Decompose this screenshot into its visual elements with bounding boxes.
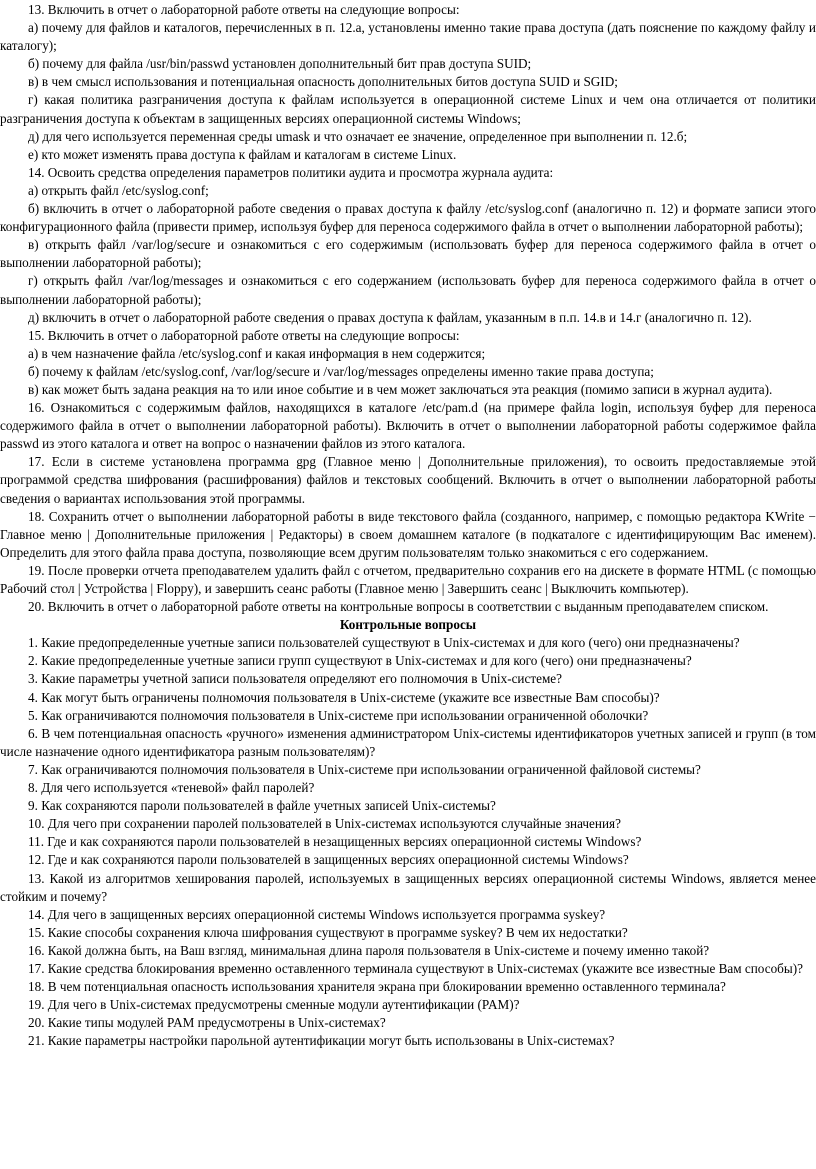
paragraph: 15. Включить в отчет о лабораторной работе ответы на следующие вопросы:: [28, 327, 460, 343]
paragraph: 17. Если в системе установлена программа gpg (Главное меню | Дополнительные приложения), то освоить предоставляемые этой программой средства шифрования (расшифрования) файлов и текстовых сообщений. Включить в отчет о выполнении лабораторной работы сведения о вариантах использования этой программы.: [0, 454, 816, 506]
question-item: 15. Какие способы сохранения ключа шифрования существуют в программе syskey? В чем их недостатки?: [28, 924, 628, 940]
questions-list: [0, 634, 816, 1050]
paragraph: в) в чем смысл использования и потенциальная опасность дополнительных битов доступа SUID и SGID;: [28, 74, 618, 90]
question-item: 12. Где и как сохраняются пароли пользователей в защищенных версиях операционной системы Windows?: [28, 852, 629, 868]
question-item: 3. Какие параметры учетной записи пользователя определяют его полномочия в Unix-системе?: [28, 671, 563, 687]
paragraph: д) включить в отчет о лабораторной работе сведения о правах доступа к файлам, указанным в п.п. 14.в и 14.г (аналогично п. 12).: [28, 309, 752, 325]
paragraph: 16. Ознакомиться с содержимым файлов, находящихся в каталоге /etc/pam.d (на примере файла login, используя буфер для переноса содержимого файла в отчет о выполнении лабораторной работы). Включить в отчет о выполнении лабораторной работы содержимое файла passwd из этого каталога и ответ на вопрос о назначении файлов из этого каталога.: [0, 400, 816, 452]
section-heading: Контрольные вопросы: [339, 617, 477, 633]
paragraph: 18. Сохранить отчет о выполнении лабораторной работы в виде текстового файла (созданного, например, с помощью редактора KWrite − Главное меню | Дополнительные приложения | Редакторы) в своем домашнем каталоге (в подкаталоге с идентифицирующим Вас именем). Определить для этого файла права доступа, позволяющие всем другим пользователям только знакомиться с его содержанием.: [0, 508, 816, 560]
question-item: 13. Какой из алгоритмов хеширования паролей, используемых в защищенных версиях операционной системы Windows, является менее стойким и почему?: [0, 870, 816, 904]
question-item: 21. Какие параметры настройки парольной аутентификации могут быть использованы в Unix-системах?: [28, 1033, 615, 1049]
question-item: 19. Для чего в Unix-системах предусмотрены сменные модули аутентификации (PAM)?: [28, 997, 520, 1013]
question-item: 4. Как могут быть ограничены полномочия пользователя в Unix-системе (укажите все известные Вам способы)?: [28, 689, 660, 705]
question-item: 20. Какие типы модулей PAM предусмотрены в Unix-системах?: [28, 1015, 386, 1031]
paragraph: а) почему для файлов и каталогов, перечисленных в п. 12.а, установлены именно такие права доступа (дать пояснение по каждому файлу и каталогу);: [0, 20, 816, 54]
question-item: 18. В чем потенциальная опасность использования хранителя экрана при блокировании временно оставленного терминала?: [28, 979, 726, 995]
question-item: 10. Для чего при сохранении паролей пользователей в Unix-системах используются случайные значения?: [28, 816, 621, 832]
paragraph: 19. После проверки отчета преподавателем удалить файл с отчетом, предварительно сохранив его на дискете в формате HTML (с помощью Рабочий стол | Устройства | Floppy), и завершить сеанс работы (Главное меню | Завершить сеанс | Выключить компьютер).: [0, 562, 816, 596]
question-item: 5. Как ограничиваются полномочия пользователя в Unix-системе при использовании ограниченной оболочки?: [28, 707, 649, 723]
paragraph: д) для чего используется переменная среды umask и что означает ее значение, определенное при выполнении п. 12.б;: [28, 128, 688, 144]
question-item: 14. Для чего в защищенных версиях операционной системы Windows используется программа syskey?: [28, 906, 606, 922]
paragraph: в) открыть файл /var/log/secure и ознакомиться с его содержимым (использовать буфер для переноса содержимого файла в отчет о выполнении лабораторной работы);: [0, 237, 816, 271]
paragraph: а) открыть файл /etc/syslog.conf;: [28, 182, 209, 198]
question-item: 8. Для чего используется «теневой» файл паролей?: [28, 780, 315, 796]
paragraph: 14. Освоить средства определения параметров политики аудита и просмотра журнала аудита:: [28, 164, 554, 180]
question-item: 6. В чем потенциальная опасность «ручного» изменения администратором Unix-системы идентификаторов учетных записей и групп (в том числе назначение одного идентификатора разным пользователям)?: [0, 725, 816, 759]
paragraph: б) почему для файла /usr/bin/passwd установлен дополнительный бит прав доступа SUID;: [28, 56, 532, 72]
question-item: 1. Какие предопределенные учетные записи пользователей существуют в Unix-системах и для кого (чего) они предназначены?: [28, 635, 740, 651]
instructions-section: [0, 1, 816, 616]
question-item: 17. Какие средства блокирования временно оставленного терминала существуют в Unix-системах (укажите все известные Вам способы)?: [28, 960, 803, 976]
paragraph: 13. Включить в отчет о лабораторной работе ответы на следующие вопросы:: [28, 2, 460, 17]
paragraph: 20. Включить в отчет о лабораторной работе ответы на контрольные вопросы в соответствии с выданным преподавателем списком.: [28, 599, 769, 615]
question-item: 7. Как ограничиваются полномочия пользователя в Unix-системе при использовании ограниченной файловой системы?: [28, 761, 701, 777]
question-item: 9. Как сохраняются пароли пользователей в файле учетных записей Unix-системы?: [28, 798, 496, 814]
paragraph: е) кто может изменять права доступа к файлам и каталогам в системе Linux.: [28, 146, 457, 162]
paragraph: г) открыть файл /var/log/messages и ознакомиться с его содержанием (использовать буфер для переноса содержимого файла в отчет о выполнении лабораторной работы);: [0, 273, 816, 307]
paragraph: в) как может быть задана реакция на то или иное событие и в чем может заключаться эта реакция (помимо записи в журнал аудита).: [28, 381, 773, 397]
paragraph: г) какая политика разграничения доступа к файлам используется в операционной системе Linux и чем она отличается от политики разграничения доступа к объектам в защищенных версиях операционной системы Windows;: [0, 92, 816, 126]
paragraph: б) почему к файлам /etc/syslog.conf, /var/log/secure и /var/log/messages определены именно такие права доступа;: [28, 363, 654, 379]
question-item: 2. Какие предопределенные учетные записи групп существуют в Unix-системах и для кого (чего) они предназначены?: [28, 653, 692, 669]
paragraph: а) в чем назначение файла /etc/syslog.conf и какая информация в нем содержится;: [28, 345, 486, 361]
paragraph: б) включить в отчет о лабораторной работе сведения о правах доступа к файлу /etc/syslog.conf (аналогично п. 12) и формате записи этого конфигурационного файла (привести пример, используя буфер для переноса содержимого файла в отчет о выполнении лабораторной работы);: [0, 201, 816, 235]
question-item: 16. Какой должна быть, на Ваш взгляд, минимальная длина пароля пользователя в Unix-системе и почему именно такой?: [28, 942, 710, 958]
question-item: 11. Где и как сохраняются пароли пользователей в незащищенных версиях операционной системы Windows?: [28, 834, 642, 850]
